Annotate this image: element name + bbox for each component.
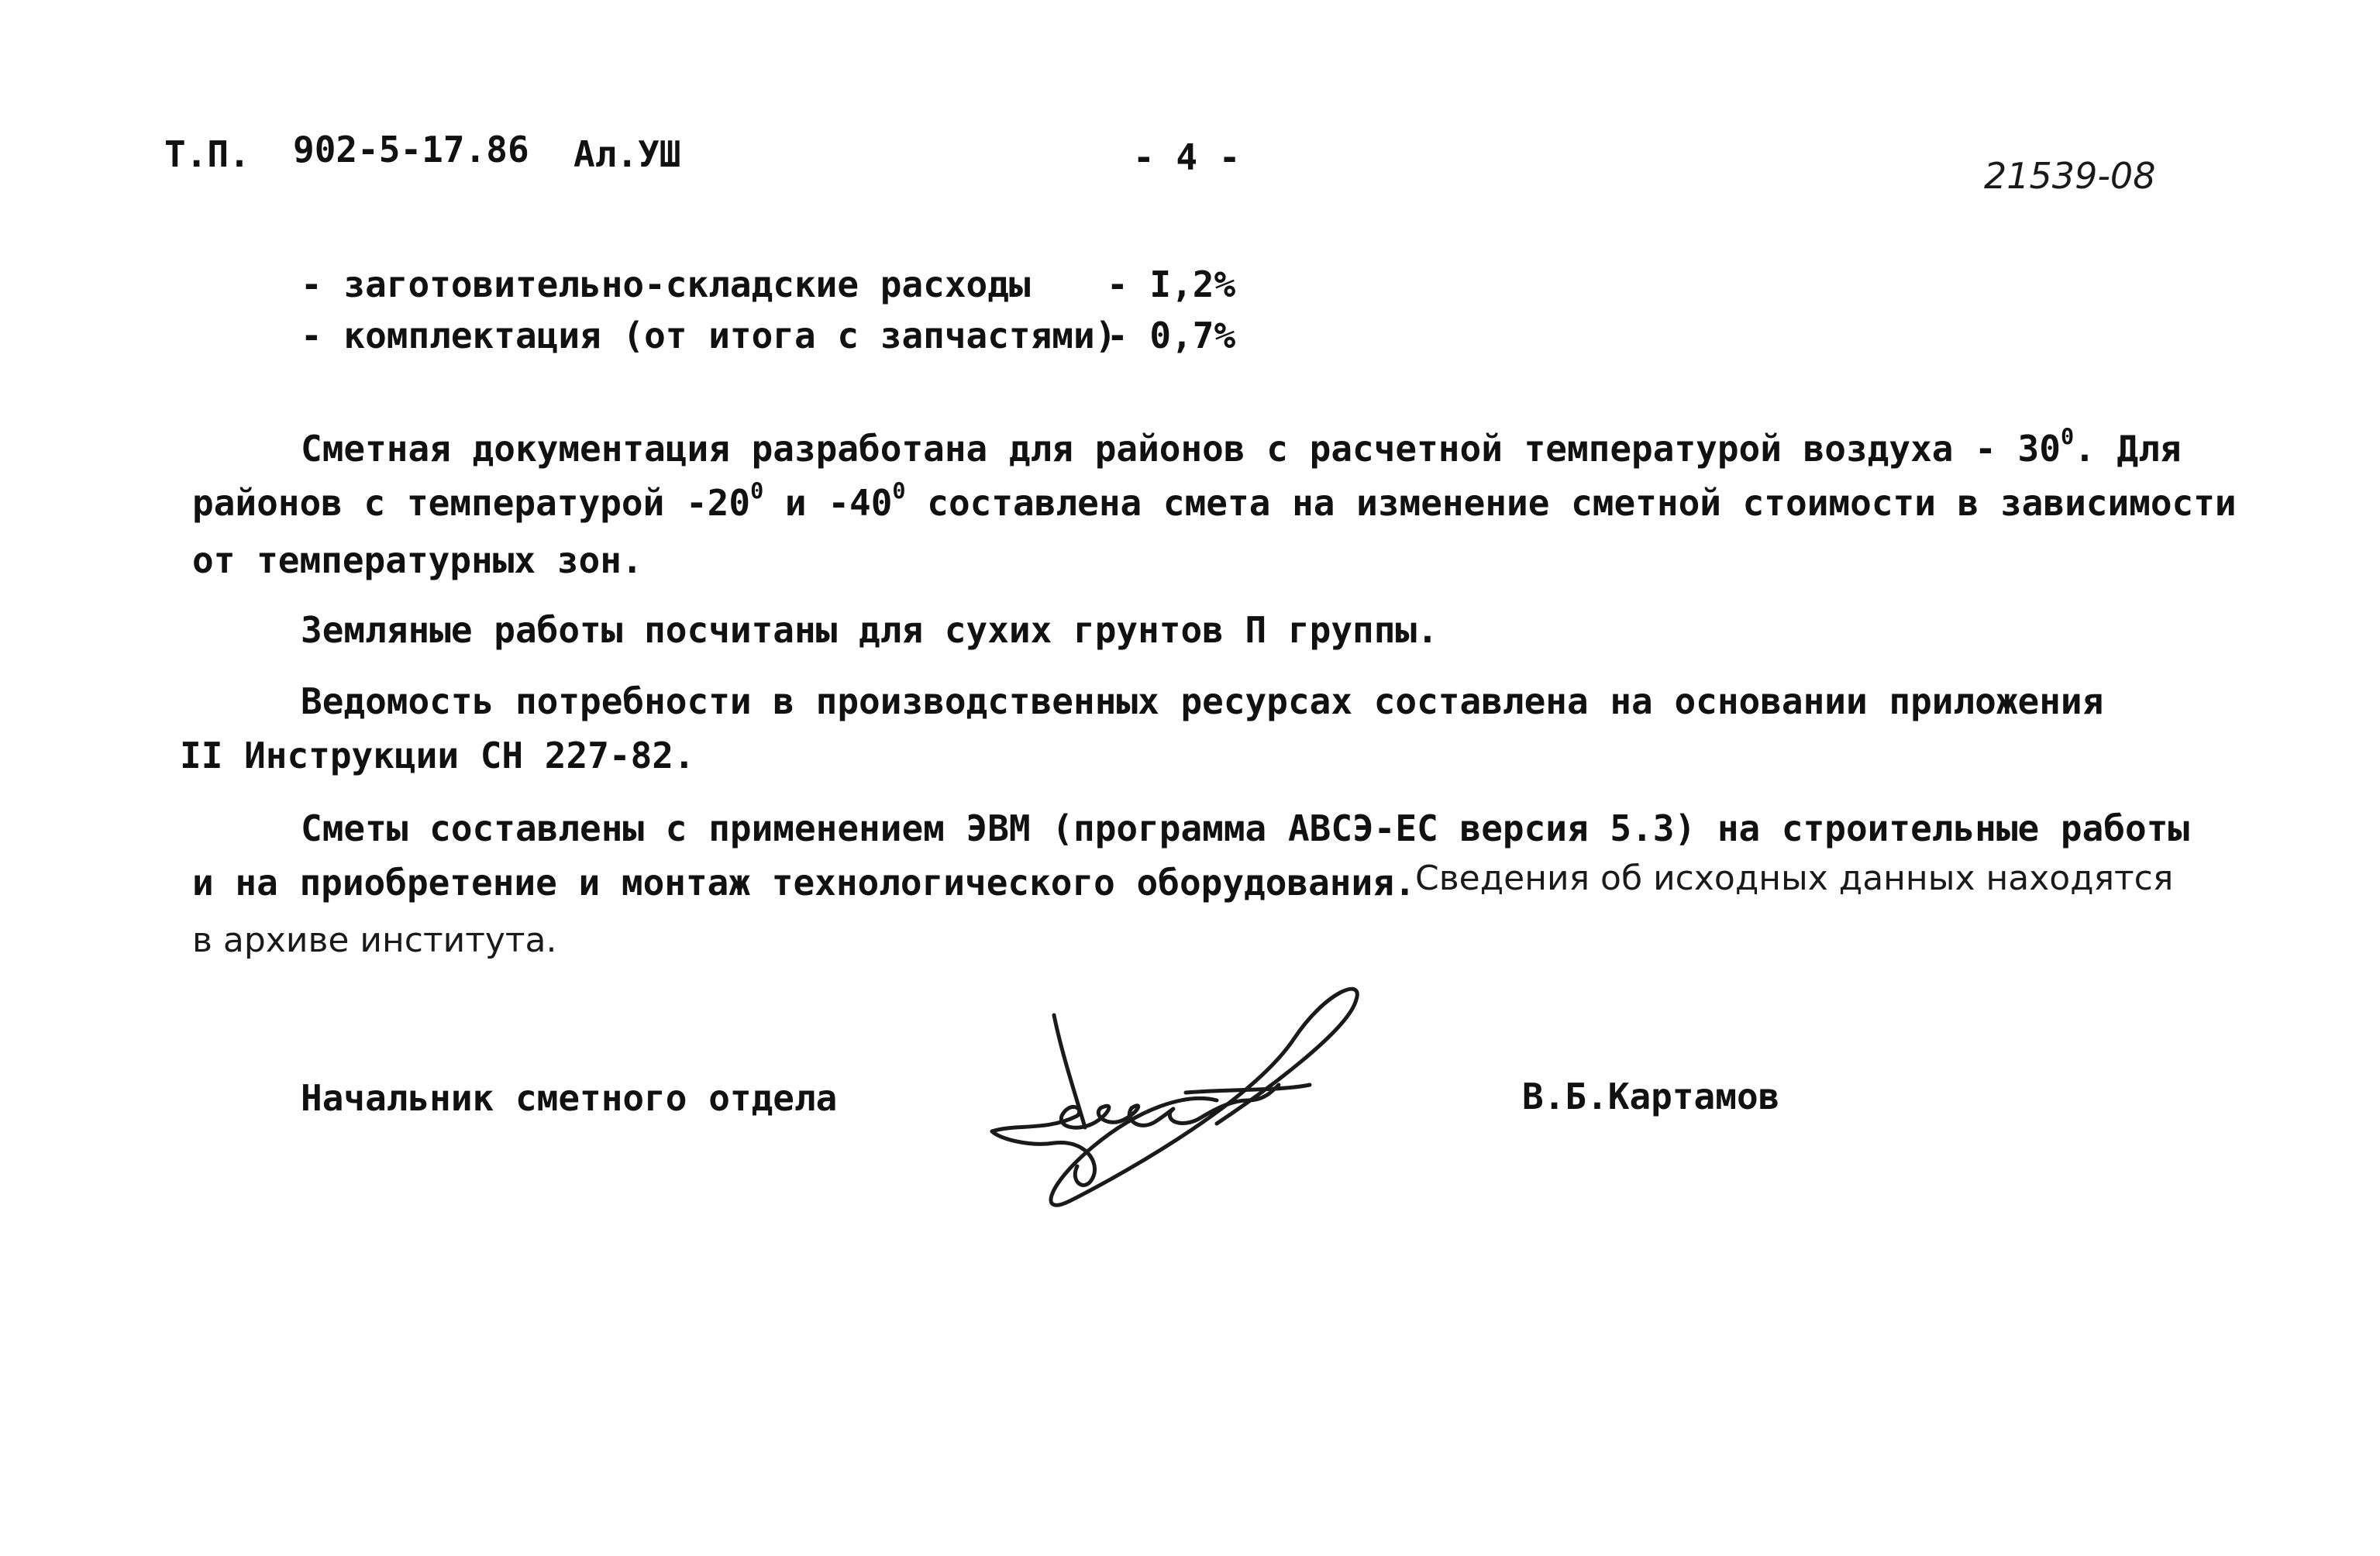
degree-mark: 0 (2060, 424, 2075, 450)
paragraph-text: и на приобретение и монтаж технологического оборудования. (192, 862, 1416, 904)
paragraph-line (192, 862, 1416, 904)
doc-code: Т.П. (164, 133, 250, 175)
paragraph-text: районов с температурой -20 (192, 482, 751, 524)
archive-number: 21539-08 (1984, 155, 2156, 197)
handwritten-note: Сведения об исходных данных находятся (1415, 859, 2174, 898)
paragraph-line: от температурных зон. (192, 539, 643, 581)
paragraph-line: Ведомость потребности в производственных ресурсах составлена на основании приложения (301, 680, 2104, 722)
signature-image (984, 984, 1387, 1217)
degree-mark: 0 (892, 478, 906, 504)
paragraph-line (192, 478, 2237, 524)
paragraph-text: составлена смета на изменение сметной стоимости в зависимости (905, 482, 2237, 524)
paragraph-line: Земляные работы посчитаны для сухих грунтов П группы. (301, 609, 1438, 651)
page-number: - 4 - (1133, 136, 1241, 178)
doc-number: 902-5-17.86 (293, 129, 529, 170)
signatory-position: Начальник сметного отдела (301, 1077, 838, 1119)
list-item-value: - I,2% (1107, 263, 1236, 305)
signatory-name: В.Б.Картамов (1522, 1076, 1780, 1117)
paragraph-text: Сметная документация разработана для районов с расчетной температурой воздуха - 30 (301, 428, 2061, 470)
album-label: Ал.УШ (573, 133, 681, 175)
paragraph-line: II Инструкции СН 227-82. (180, 735, 695, 776)
paragraph-line: Сметы составлены с применением ЭВМ (программа АВСЭ-ЕС версия 5.3) на строительные работы (301, 807, 2190, 849)
list-item-label: - комплектация (от итога с запчастями) (301, 315, 1117, 356)
degree-mark: 0 (750, 478, 764, 504)
paragraph-text: и -40 (763, 482, 893, 524)
handwritten-note: в архиве института. (192, 921, 557, 960)
list-item-value: - 0,7% (1107, 315, 1236, 356)
paragraph-text: . Для (2074, 428, 2182, 470)
list-item-label: - заготовительно-складские расходы (301, 263, 1031, 305)
paragraph-line (301, 424, 2182, 470)
